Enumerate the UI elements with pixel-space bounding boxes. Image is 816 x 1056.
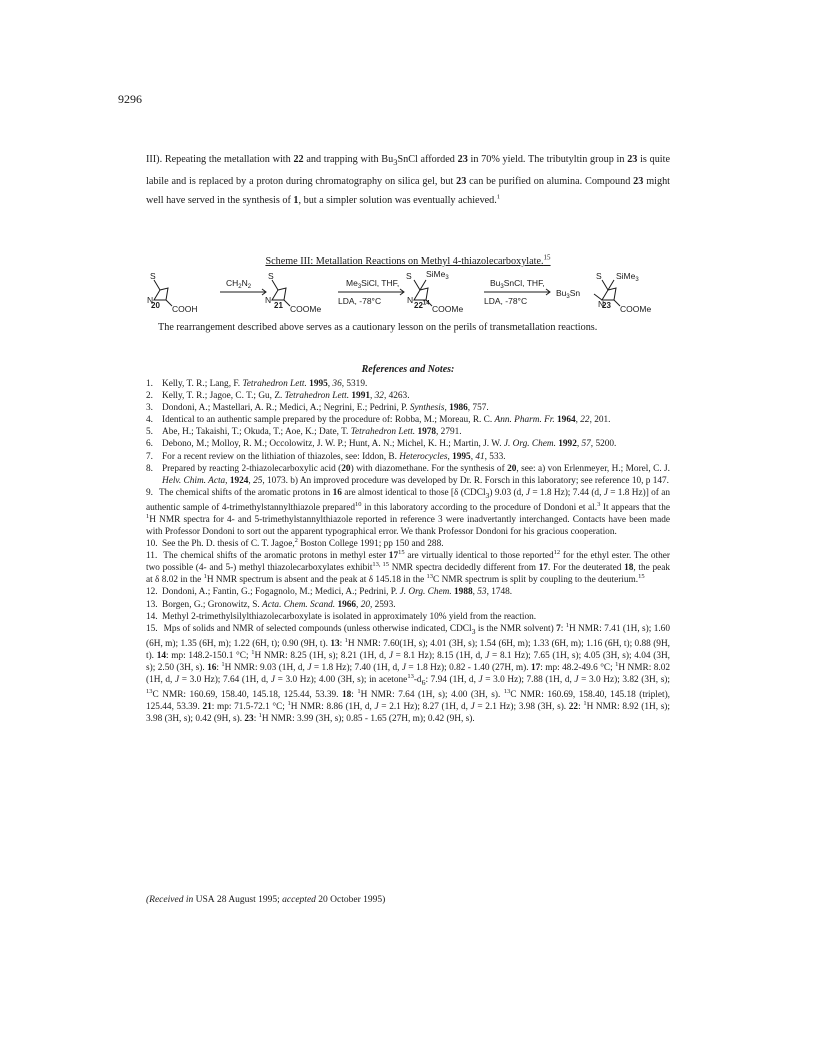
- atom-s-20: S: [150, 271, 156, 281]
- sime3-23: SiMe$_3$: [616, 271, 639, 283]
- reference-item: 7. For a recent review on the lithiation of thiazoles, see: Iddon, B. Heterocycles, 1995, 41, 533.: [146, 451, 506, 462]
- reference-item: 4. Identical to an authentic sample prepared by the procedure of: Robba, M.; Moreau, R. C. Ann. Pharm. Fr. 1964, 22, 201.: [146, 415, 611, 426]
- reference-item: 10. See the Ph. D. thesis of C. T. Jagoe,$^2$ Boston College 1991; pp 150 and 288.: [146, 536, 444, 550]
- atom-s-21: S: [268, 271, 274, 281]
- sime3-22: SiMe$_3$: [426, 270, 449, 281]
- compound-label-23: 23: [602, 301, 611, 310]
- reference-item: 3. Dondoni, A.; Mastellari, A. R.; Medici, A.; Negrini, E.; Pedrini, P. Synthesis, 1986, 757.: [146, 403, 489, 414]
- page-number: 9296: [118, 92, 142, 106]
- atom-n-21: N: [265, 295, 272, 305]
- thiazole-ring-21: [272, 280, 286, 300]
- coome-21: COOMe: [290, 304, 322, 314]
- reference-item: 5. Abe, H.; Takaishi, T.; Okuda, T.; Aoe, K.; Date, T. Tetrahedron Lett. 1978, 2791.: [146, 427, 462, 438]
- thiazole-ring-20: [154, 280, 168, 300]
- reference-item: 11. The chemical shifts of the aromatic protons in methyl ester $17^{15}$ are virtually identical to those reported$^{12}$ for the ethyl ester. The other two possible (4- and 5-) methyl thiazolecarboxylates exhibit$^{13, 15}$ NMR spectra decidedly different from 17. For the deuterated 18, the peak at δ 8.02 in the $^1$H NMR spectrum is absent and the peak at δ 145.18 in the $^{13}$C NMR spectrum is split by coupling to the deuterium.$^{15}$: [146, 549, 671, 586]
- atom-s-23: S: [596, 271, 602, 281]
- compound-label-21: 21: [274, 301, 283, 310]
- bu3sn-23: $Bu_3Sn$: [556, 288, 581, 300]
- reference-item: 13. Borgen, G.; Gronowitz, S. Acta. Chem. Scand. 1966, 20, 2593.: [146, 599, 396, 610]
- cooh-20: COOH: [172, 304, 198, 314]
- reagent-lda-1: LDA, -78°C: [338, 296, 382, 306]
- references-list: [146, 378, 670, 725]
- received-accepted-footer: (Received in USA 28 August 1995; accepted 20 October 1995): [146, 895, 386, 905]
- reference-item: 6. Debono, M.; Molloy, R. M.; Occolowitz, J. W. P.; Hunt, A. N.; Michel, K. H.; Martin, J. W. J. Org. Chem. 1992, 57, 5200.: [146, 439, 617, 450]
- atom-n-20: N: [147, 295, 154, 305]
- reference-item: 2. Kelly, T. R.; Jagoe, C. T.; Gu, Z. Tetrahedron Lett. 1991, 32, 4263.: [146, 391, 410, 402]
- reagent-lda-2: LDA, -78°C: [484, 296, 528, 306]
- reference-item: 12. Dondoni, A.; Fantin, G.; Fogagnolo, M.; Medici, A.; Pedrini, P. J. Org. Chem. 1988, 53, 1748.: [146, 587, 513, 598]
- scheme-title: [146, 253, 670, 267]
- references-heading: References and Notes:: [361, 364, 455, 375]
- atom-n-22: N: [407, 295, 414, 305]
- reference-item: 8. Prepared by reacting 2-thiazolecarboxylic acid (20) with diazomethane. For the synthesis of 20, see: a) von Erlenmeyer, H.; Morel, C. J. Helv. Chim. Acta, 1924, 25, 1073. b) An improved procedure was developed by Dr. R. Forsch in this laboratory; see reference 10, p 147.: [146, 463, 670, 486]
- scheme-title-ref: 15: [543, 253, 551, 262]
- scheme-title-text: Scheme III: Metallation Reactions on Methyl 4-thiazolecarboxylate.: [265, 256, 544, 267]
- compound-labels: [142, 301, 682, 315]
- intro-paragraph: III). Repeating the metallation with 22 and trapping with $Bu_3SnCl$ afforded 23 in 70% yield. The tributyltin group in 23 is quite labile and is replaced by a proton during chromatography on silica gel, but 23 can be purified on alumina. Compound 23 might well have served in the synthesis of 1, but a simpler solution was eventually achieved.$^1$: [146, 154, 670, 207]
- reagent-bu3sncl: $Bu_3SnCl$, THF,: [490, 278, 545, 290]
- reference-item: 9. The chemical shifts of the aromatic protons in 16 are almost identical to those [δ (CDCl$_3$) 9.03 (d, J = 1.8 Hz); 7.44 (d, J = 1.8 Hz)] of an authentic sample of 4-trimethylstannylthiazole prepared$^{10}$ in this laboratory according to the procedure of Dondoni et al.$^3$ It appears that the $^1$H NMR spectra for 4- and 5-trimethylstannylthiazole reported in reference 3 were inadvertantly interchanged. Contacts have been made with Professor Dondoni to sort out the apparent typographical error. We thank Professor Dondoni for his gracious cooperation.: [146, 487, 670, 537]
- reagent-ch2n2: $CH_2N_2$: [226, 278, 252, 290]
- reference-item: 1. Kelly, T. R.; Lang, F. Tetrahedron Lett. 1995, 36, 5319.: [146, 379, 368, 389]
- atom-s-22: S: [406, 271, 412, 281]
- reference-item: 14. Methyl 2-trimethylsilylthiazolecarboxylate is isolated in approximately 10% yield from the reaction.: [146, 611, 537, 622]
- compound-label-22: $22^{14}$: [414, 300, 430, 310]
- thiazole-ring-23: [602, 280, 616, 300]
- reference-item: 15. Mps of solids and NMR of selected compounds (unless otherwise indicated, CDCl$_3$ is the NMR solvent) 7: $^1$H NMR: 7.41 (1H, s); 1.60 (6H, m); 1.35 (6H, m); 1.22 (6H, t); 0.90 (9H, t). 13: $^1$H NMR: 7.60(1H, s); 4.01 (3H, s); 1.54 (6H, m); 1.33 (6H, m); 1.16 (6H, t); 0.88 (9H, t). 14: mp: 148.2-150.1 °C; $^1$H NMR: 8.25 (1H, s); 8.21 (1H, d, J = 8.1 Hz); 8.15 (1H, d, J = 8.1 Hz); 7.65 (1H, s); 4.05 (3H, s); 4.04 (3H, s); 2.50 (3H, s). 16: $^1$H NMR: 9.03 (1H, d, J = 1.8 Hz); 7.40 (1H, d, J = 1.8 Hz); 0.82 - 1.40 (27H, m). 17: mp: 48.2-49.6 °C; $^1$H NMR: 8.02 (1H, d, J = 3.0 Hz); 7.64 (1H, d, J = 3.0 Hz); 4.00 (3H, s); in $acetone^{13}-d_6$: 7.94 (1H, d, J = 3.0 Hz); 7.88 (1H, d, J = 3.0 Hz); 3.82 (3H, s); $^{13}$C NMR: 160.69, 158.40, 145.18, 125.44, 53.39. 18: $^1$H NMR: 7.64 (1H, s); 4.00 (3H, s). $^{13}$C NMR: 160.69, 158.40, 145.18 (triplet), 125.44, 53.39. 21: mp: 71.5-72.1 °C; $^1$H NMR: 8.86 (1H, d, J = 2.1 Hz); 8.27 (1H, d, J = 2.1 Hz); 3.98 (3H, s). 22: $^1$H NMR: 8.92 (1H, s); 3.98 (3H, s); 0.42 (9H, s). 23: $^1$H NMR: 3.99 (3H, s); 0.85 - 1.65 (27H, m); 0.42 (9H, s).: [146, 621, 671, 725]
- coome-23: COOMe: [620, 304, 652, 314]
- compound-label-20: 20: [151, 301, 160, 310]
- rearrangement-paragraph: The rearrangement described above serves as a cautionary lesson on the perils of transmetallation reactions.: [158, 322, 598, 333]
- thiazole-ring-22: [414, 280, 428, 300]
- coome-22: COOMe: [432, 304, 464, 314]
- atom-n-23: N: [598, 299, 605, 309]
- reagent-me3sicl: $Me_3SiCl$, THF,: [346, 278, 400, 290]
